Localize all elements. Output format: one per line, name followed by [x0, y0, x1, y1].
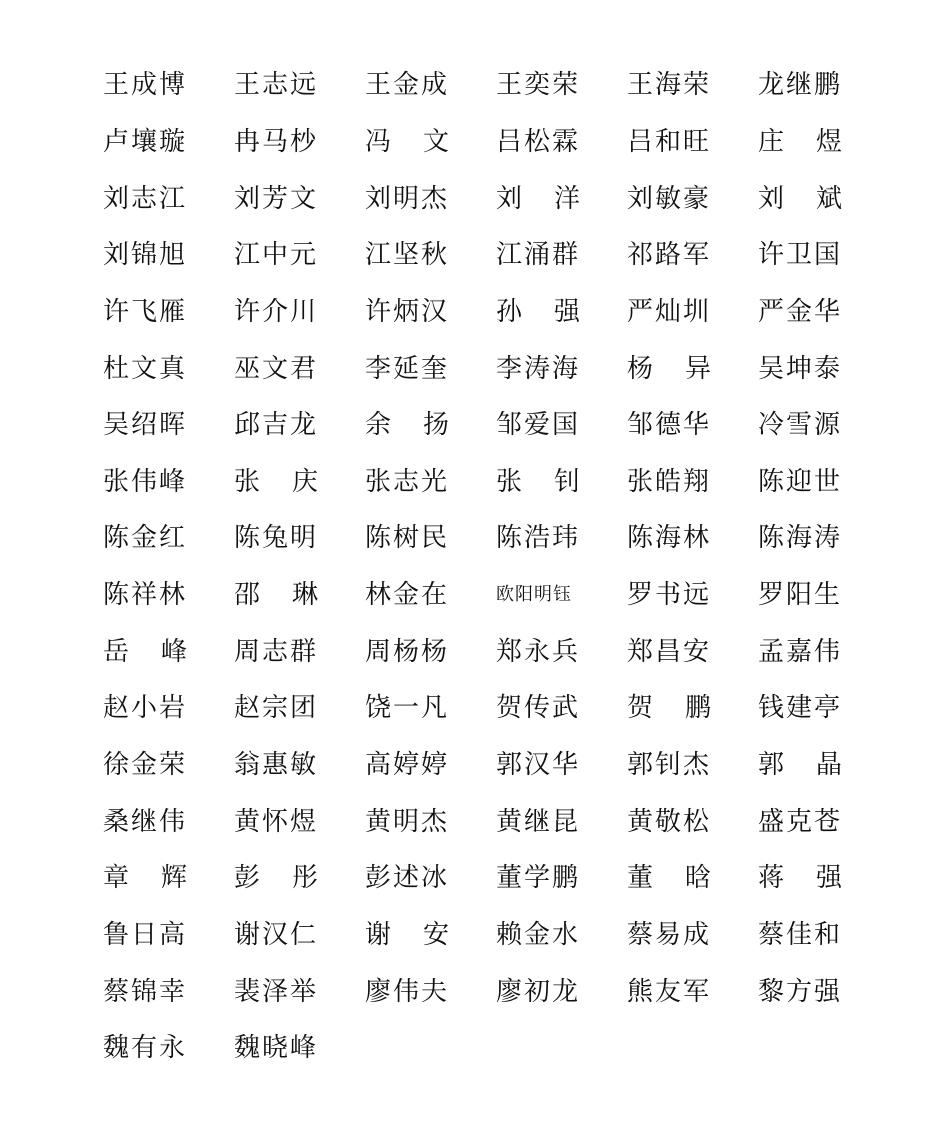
- person-name: 李涛海: [496, 353, 581, 384]
- person-name: 蔡锦幸: [103, 976, 188, 1007]
- person-name: 江中元: [234, 240, 319, 271]
- name-grid: [103, 57, 889, 1077]
- person-name: 董学鹏: [496, 863, 581, 894]
- person-name: 刘明杰: [365, 183, 450, 214]
- person-name: 周志群: [234, 636, 319, 667]
- person-name: 陈海涛: [758, 523, 843, 554]
- person-name: 欧阳明钰: [496, 584, 572, 606]
- person-name: 李延奎: [365, 353, 450, 384]
- person-name: 谢汉仁: [234, 919, 319, 950]
- person-name: 周杨杨: [365, 636, 450, 667]
- person-name: 蔡易成: [627, 919, 712, 950]
- person-name: 刘 斌: [758, 183, 842, 214]
- person-name: 许炳汉: [365, 296, 450, 327]
- person-name: 蒋 强: [758, 863, 842, 894]
- person-name: 张 庆: [234, 466, 318, 497]
- person-name: 熊友军: [627, 976, 712, 1007]
- person-name: 冯 文: [365, 126, 449, 157]
- person-name: 刘 洋: [496, 183, 580, 214]
- person-name: 罗阳生: [758, 580, 843, 611]
- person-name: 郭汉华: [496, 750, 581, 780]
- person-name: 黄继昆: [496, 806, 581, 837]
- person-name: 王金成: [365, 70, 450, 101]
- person-name: 陈浩玮: [496, 523, 581, 554]
- person-name: 钱建亭: [758, 693, 843, 724]
- person-name: 许介川: [234, 296, 319, 327]
- person-name: 孙 强: [496, 296, 580, 327]
- person-name: 杨 异: [627, 353, 711, 384]
- person-name: 贺 鹏: [627, 693, 711, 724]
- person-name: 黄明杰: [365, 806, 450, 837]
- person-name: 许飞雁: [103, 296, 188, 327]
- person-name: 岳 峰: [103, 636, 187, 667]
- person-name: 刘锦旭: [103, 240, 188, 271]
- person-name: 陈迎世: [758, 466, 843, 497]
- person-name: 林金在: [365, 580, 450, 611]
- person-name: 张伟峰: [103, 466, 188, 497]
- person-name: 祁路军: [627, 240, 712, 271]
- person-name: 翁惠敏: [234, 750, 319, 780]
- person-name: 高婷婷: [365, 750, 450, 780]
- person-name: 黄敬松: [627, 806, 712, 837]
- person-name: 裴泽举: [234, 976, 319, 1007]
- person-name: 鲁日高: [103, 919, 188, 950]
- person-name: 龙继鹏: [758, 70, 843, 101]
- person-name: 郑昌安: [627, 636, 712, 667]
- person-name: 盛克苍: [758, 806, 843, 837]
- person-name: 邹德华: [627, 410, 712, 441]
- person-name: 赖金水: [496, 919, 581, 950]
- person-name: 陈金红: [103, 523, 188, 554]
- person-name: 刘志江: [103, 183, 188, 214]
- person-name: 郭钊杰: [627, 750, 712, 780]
- person-name: 严金华: [758, 296, 843, 327]
- person-name: 黎方强: [758, 976, 843, 1007]
- person-name: 彭 彤: [234, 863, 318, 894]
- person-name: 陈树民: [365, 523, 450, 554]
- person-name: 邵 琳: [234, 580, 318, 611]
- person-name: 魏有永: [103, 1033, 188, 1064]
- person-name: 张 钊: [496, 466, 580, 497]
- person-name: 陈祥林: [103, 580, 188, 611]
- person-name: 冉马杪: [234, 126, 319, 157]
- person-name: 邱吉龙: [234, 410, 319, 441]
- person-name: 邹爱国: [496, 410, 581, 441]
- person-name: 谢 安: [365, 919, 449, 950]
- person-name: 贺传武: [496, 693, 581, 724]
- person-name: 章 辉: [103, 863, 187, 894]
- person-name: 徐金荣: [103, 750, 188, 780]
- person-name: 廖初龙: [496, 976, 581, 1007]
- person-name: 魏晓峰: [234, 1033, 319, 1064]
- person-name: 赵小岩: [103, 693, 188, 724]
- person-name: 蔡佳和: [758, 919, 843, 950]
- person-name: 罗书远: [627, 580, 712, 611]
- person-name: 王海荣: [627, 70, 712, 101]
- person-name: 郭 晶: [758, 750, 842, 780]
- person-name: 王志远: [234, 70, 319, 101]
- person-name: 江涌群: [496, 240, 581, 271]
- person-name: 刘芳文: [234, 183, 319, 214]
- person-name: 吴绍晖: [103, 410, 188, 441]
- person-name: 刘敏豪: [627, 183, 712, 214]
- person-name: 陈兔明: [234, 523, 319, 554]
- person-name: 卢壤璇: [103, 126, 188, 157]
- person-name: 严灿圳: [627, 296, 712, 327]
- person-name: 饶一凡: [365, 693, 450, 724]
- person-name: 陈海林: [627, 523, 712, 554]
- person-name: 许卫国: [758, 240, 843, 271]
- person-name: 庄 煜: [758, 126, 842, 157]
- person-name: 吴坤泰: [758, 353, 843, 384]
- person-name: 冷雪源: [758, 410, 843, 441]
- person-name: 王成博: [103, 70, 188, 101]
- person-name: 吕和旺: [627, 126, 712, 157]
- person-name: 郑永兵: [496, 636, 581, 667]
- person-name: 吕松霖: [496, 126, 581, 157]
- person-name: 杜文真: [103, 353, 188, 384]
- person-name: 桑继伟: [103, 806, 188, 837]
- person-name: 黄怀煜: [234, 806, 319, 837]
- person-name: 张志光: [365, 466, 450, 497]
- person-name: 巫文君: [234, 353, 319, 384]
- person-name: 孟嘉伟: [758, 636, 843, 667]
- person-name: 廖伟夫: [365, 976, 450, 1007]
- person-name: 张皓翔: [627, 466, 712, 497]
- person-name: 赵宗团: [234, 693, 319, 724]
- person-name: 江坚秋: [365, 240, 450, 271]
- person-name: 余 扬: [365, 410, 449, 441]
- person-name: 彭述冰: [365, 863, 450, 894]
- person-name: 董 晗: [627, 863, 711, 894]
- person-name: 王奕荣: [496, 70, 581, 101]
